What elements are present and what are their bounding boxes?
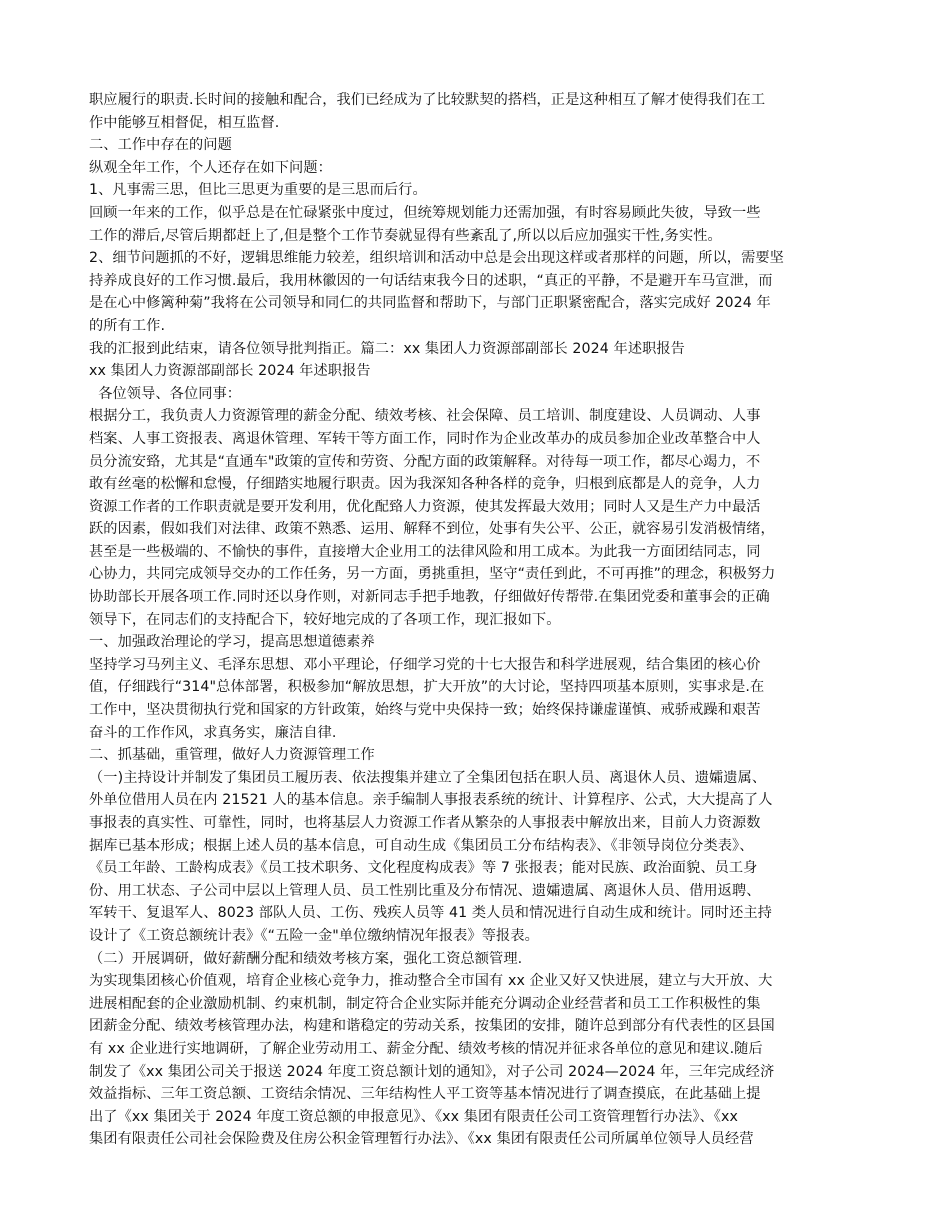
text-line: （二）开展调研，做好薪酬分配和绩效考核方案，强化工资总额管理. xyxy=(89,950,523,967)
text-line: 2、细节问题抓的不好，逻辑思维能力较差，组织培训和活动中总是会出现这样或者那样的问题，所以，需要坚 xyxy=(89,250,784,267)
text-line: 员分流安臵，尤其是“直通车"政策的宣传和劳资、分配方面的政策解释。对待每一项工作，都尽心竭力，不 xyxy=(89,453,761,470)
text-line: 坚持学习马列主义、毛泽东思想、邓小平理论，仔细学习党的十七大报告和科学进展观，结合集团的核心价 xyxy=(89,656,761,673)
text-line: 二、抓基础，重管理，做好人力资源管理工作 xyxy=(89,747,375,764)
text-line: 我的汇报到此结束，请各位领导批判指正。篇二：xx 集团人力资源部副部长 2024 年述职报告 xyxy=(89,340,685,357)
text-line: xx 集团人力资源部副部长 2024 年述职报告 xyxy=(89,363,371,380)
text-line: 领导下，在同志们的支持配合下，较好地完成的了各项工作，现汇报如下。 xyxy=(89,611,561,628)
text-line: 军转干、复退军人、8023 部队人员、工伤、残疾人员等 41 类人员和情况进行自动生成和统计。同时还主持 xyxy=(89,905,772,922)
text-line: 工作中，坚决贯彻执行党和国家的方针政策，始终与党中央保持一致；始终保持谦虚谨慎、戒骄戒躁和艰苦 xyxy=(89,702,761,719)
text-line: 职应履行的职责.长时间的接触和配合，我们已经成为了比较默契的搭档，正是这种相互了解才使得我们在工 xyxy=(89,92,766,108)
text-line: 二、工作中存在的问题 xyxy=(89,137,232,154)
text-line: 资源工作者的工作职责就是要开发利用，优化配臵人力资源，使其发挥最大效用；同时人又是生产力中最活 xyxy=(89,498,761,515)
text-line: 工作的滞后,尽管后期都赶上了,但是整个工作节奏就显得有些紊乱了,所以以后应加强实干性,务实性。 xyxy=(89,227,722,244)
document-body xyxy=(89,89,864,1151)
text-line: 为实现集团核心价值观，培育企业核心竞争力，推动整合全市国有 xx 企业又好又快进展，建立与大开放、大 xyxy=(89,973,773,990)
text-line: （一)主持设计并制发了集团员工履历表、依法搜集并建立了全集团包括在职人员、离退休人员、遗孀遗属、 xyxy=(89,769,767,786)
text-line: 设计了《工资总额统计表》《“五险一金"单位缴纳情况年报表》等报表。 xyxy=(89,927,539,944)
text-line: 集团有限责任公司社会保险费及住房公积金管理暂行办法》、《xx 集团有限责任公司所属单位领导人员经营 xyxy=(89,1131,754,1148)
text-line: 是在心中修篱种菊”我将在公司领导和同仁的共同监督和帮助下，与部门正职紧密配合，落实完成好 2024 年 xyxy=(89,295,771,312)
text-line: 甚至是一些极端的、不愉快的事件，直接增大企业用工的法律风险和用工成本。为此我一方面团结同志，同 xyxy=(89,543,761,560)
text-line: 跃的因素，假如我们对法律、政策不熟悉、运用、解释不到位，处事有失公平、公正，就容易引发消极情绪， xyxy=(89,521,775,538)
text-line: 心协力，共同完成领导交办的工作任务，另一方面，勇挑重担，坚守“责任到此，不可再推”的理念，积极努力 xyxy=(89,566,776,583)
text-line: 根据分工，我负责人力资源管理的薪金分配、绩效考核、社会保障、员工培训、制度建设、人员调动、人事 xyxy=(89,408,761,425)
text-line: 团薪金分配、绩效考核管理办法，构建和谐稳定的劳动关系，按集团的安排，随许总到部分有代表性的区县国 xyxy=(89,1018,775,1035)
text-line: 档案、人事工资报表、离退休管理、军转干等方面工作，同时作为企业改革办的成员参加企业改革整合中人 xyxy=(89,430,761,447)
text-line: 《员工年龄、工龄构成表》《员工技术职务、文化程度构成表》等 7 张报表；能对民族、政治面貌、员工身 xyxy=(89,860,758,877)
text-line: 敢有丝毫的松懈和怠慢，仔细踏实地履行职责。因为我深知各种各样的竞争，归根到底都是人的竞争，人力 xyxy=(89,476,761,493)
text-line: 份、用工状态、子公司中层以上管理人员、员工性别比重及分布情况、遗孀遗属、离退休人员、借用返聘、 xyxy=(89,882,761,899)
text-line: 制发了《xx 集团公司关于报送 2024 年度工资总额计划的通知》，对子公司 2024—2024 年，三年完成经济 xyxy=(89,1063,775,1080)
text-line: 出了《xx 集团关于 2024 年度工资总额的申报意见》、《xx 集团有限责任公司工资管理暂行办法》、《xx xyxy=(89,1108,739,1125)
text-line: 据库已基本形成；根据上述人员的基本信息，可自动生成《集团员工分布结构表》、《非领导岗位分类表》、 xyxy=(89,837,754,854)
text-line: 协助部长开展各项工作.同时还以身作则，对新同志手把手地教，仔细做好传帮带.在集团党委和董事会的正确 xyxy=(89,589,770,606)
text-line: 各位领导、各位同事： xyxy=(89,385,242,402)
text-line: 持养成良好的工作习惯.最后，我用林徽因的一句话结束我今日的述职，“真正的平静，不是避开车马宣泄，而 xyxy=(89,272,773,289)
text-line: 有 xx 企业进行实地调研，了解企业劳动用工、薪金分配、绩效考核的情况并征求各单位的意见和建议.随后 xyxy=(89,1040,763,1057)
text-line: 外单位借用人员在内 21521 人的基本信息。亲手编制人事报表系统的统计、计算程序、公式，大大提高了人 xyxy=(89,792,773,809)
text-line: 纵观全年工作，个人还存在如下问题： xyxy=(89,159,332,176)
text-line: 1、凡事需三思，但比三思更为重要的是三思而后行。 xyxy=(89,182,427,199)
text-line: 值，仔细践行“314"总体部署，积极参加“解放思想，扩大开放”的大讨论，坚持四项基本原则，实事求是.在 xyxy=(89,679,765,696)
text-line: 事报表的真实性、可靠性，同时，也将基层人力资源工作者从繁杂的人事报表中解放出来，目前人力资源数 xyxy=(89,815,761,831)
text-line: 回顾一年来的工作，似乎总是在忙碌紧张中度过，但统筹规划能力还需加强，有时容易顾此失彼，导致一些 xyxy=(89,204,761,221)
text-line: 的所有工作. xyxy=(89,317,166,334)
text-line: 作中能够互相督促，相互监督. xyxy=(89,114,280,131)
text-line: 效益指标、三年工资总额、工资结余情况、三年结构性人平工资等基本情况进行了调查摸底，在此基础上提 xyxy=(89,1086,761,1103)
text-line: 奋斗的工作作风，求真务实，廉洁自律. xyxy=(89,724,337,741)
text-line: 进展相配套的企业激励机制、约束机制，制定符合企业实际并能充分调动企业经营者和员工工作积极性的集 xyxy=(89,995,761,1012)
text-line: 一、加强政治理论的学习，提高思想道德素养 xyxy=(89,634,375,651)
